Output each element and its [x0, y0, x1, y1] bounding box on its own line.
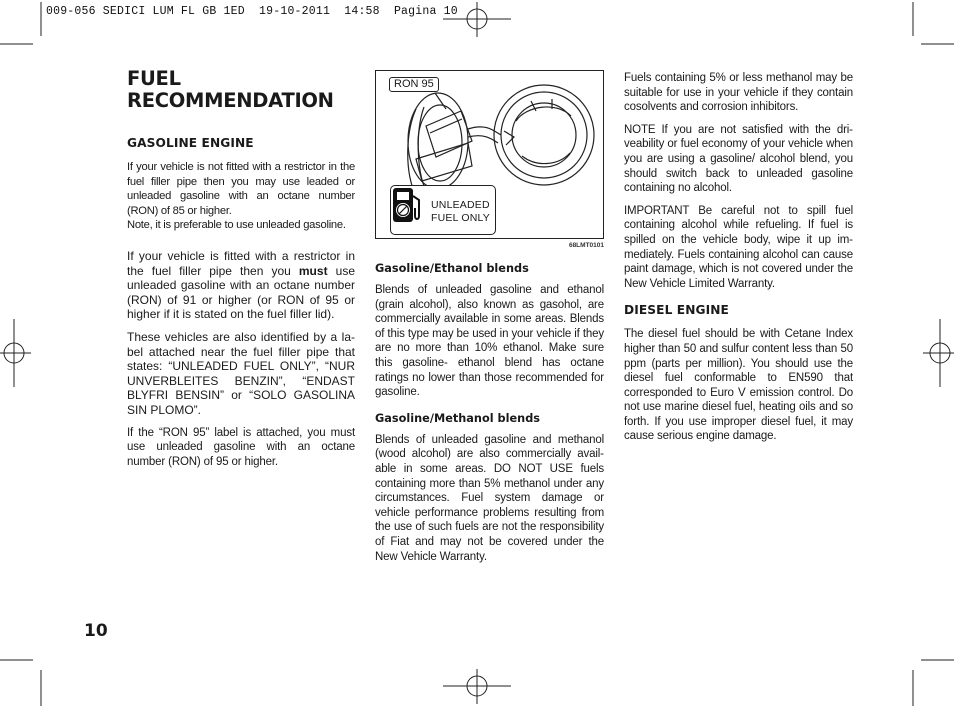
p2-text-a: If your vehicle is fitted with a restrictor in the fuel filler pipe then you — [127, 248, 355, 278]
unleaded-fuel-label — [390, 185, 496, 235]
methanol-cosolvents-paragraph: Fuels containing 5% or less methanol may be suitable for use in your vehicle if they contain cosolvents and corrosion inhibitors. — [624, 72, 853, 114]
methanol-heading: Gasoline/Methanol blends — [375, 411, 541, 425]
important-paragraph: IMPORTANT Be careful not to spill fuel containing alcohol while refueling. If fuel is spilled on the vehicle body, wipe it up immediately. Fuels containing alcohol can cause paint damage, which is not covered under the New Vehicle Limited Warranty. — [624, 204, 853, 290]
ethanol-paragraph: Blends of unleaded gasoline and ethanol (grain alcohol), also known as gasohol, are commercially available in some areas. Blends of this type may be used in your vehicle if they are no more than 10% ethanol. Make sure this gasoline- ethanol blend has octane ratings no lower than those recommended for gasoline. — [375, 284, 604, 399]
ethanol-heading: Gasoline/Ethanol blends — [375, 262, 529, 275]
diesel-engine-heading: DIESEL ENGINE — [624, 303, 729, 318]
p2-text-b: use unleaded gasoline with an octane number (RON) of 91 or higher (or RON of 95 or higher if it is stated on the fuel filler lid). — [127, 263, 355, 322]
gasoline-paragraph-note: Note, it is preferable to use unleaded gasoline. — [127, 219, 346, 232]
page-title — [127, 68, 355, 112]
unleaded-line-2: FUEL ONLY — [431, 212, 490, 224]
gasoline-paragraph-must — [127, 249, 355, 322]
unleaded-text — [431, 199, 490, 225]
gasoline-paragraph-ron95: If the “RON 95” label is attached, you must use unleaded gasoline with an octane number (RON) of 95 or higher. — [127, 426, 355, 468]
ron95-label: RON 95 — [389, 77, 439, 92]
diesel-paragraph: The diesel fuel should be with Cetane Index higher than 50 and sulfur content less than 50 ppm (parts per million). You should use the diesel fuel conformable to EN590 that corresponded to Euro V emission control. Do not use marine diesel fuel, heating oils and so forth. If you use improper diesel fuel, it may cause serious engine damage. — [624, 328, 853, 443]
title-line-1: FUEL — [127, 67, 181, 90]
column-right — [624, 71, 853, 452]
fuel-pump-icon — [391, 186, 425, 226]
title-line-2: RECOMMENDATION — [127, 89, 334, 112]
fuel-filler-figure — [375, 70, 604, 239]
gasoline-engine-heading: GASOLINE ENGINE — [127, 136, 254, 150]
page-number: 10 — [84, 621, 108, 641]
note-paragraph: NOTE If you are not satisfied with the driveability or fuel economy of your vehicle when you are using a gasoline/ alcohol blend, you should switch back to unleaded gasoline containing no alcohol. — [624, 123, 853, 195]
print-header: 009-056 SEDICI LUM FL GB 1ED 19-10-2011 14:58 Pagina 10 — [46, 5, 458, 18]
gasoline-paragraph-labels: These vehicles are also identified by a label attached near the fuel filler pipe that states: “UNLEADED FUEL ONLY”, “NUR UNVERBLEITES BENZIN”, “ENDAST BLYFRI BENSIN” or “SOLO GASOLINA SIN PLOMO”. — [127, 329, 355, 417]
methanol-paragraph: Blends of unleaded gasoline and methanol (wood alcohol) are also commercially available in some areas. DO NOT USE fuels containing more than 5% methanol under any circumstances. Fuel system damage or vehicle performance problems resulting from the use of such fuels are not the responsibility of Fiat and may not be covered under the New Vehicle Warranty. — [375, 433, 604, 563]
column-middle — [375, 70, 604, 572]
gasoline-paragraph-restrictor: If your vehicle is not fitted with a restrictor in the fuel filler pipe then you may use leaded or unleaded gasoline with an octane number (RON) of 85 or higher. — [127, 161, 355, 217]
figure-code: 68LMT0101 — [568, 242, 604, 249]
column-left — [127, 68, 355, 477]
unleaded-line-1: UNLEADED — [431, 199, 490, 211]
p2-bold: must — [298, 263, 328, 278]
